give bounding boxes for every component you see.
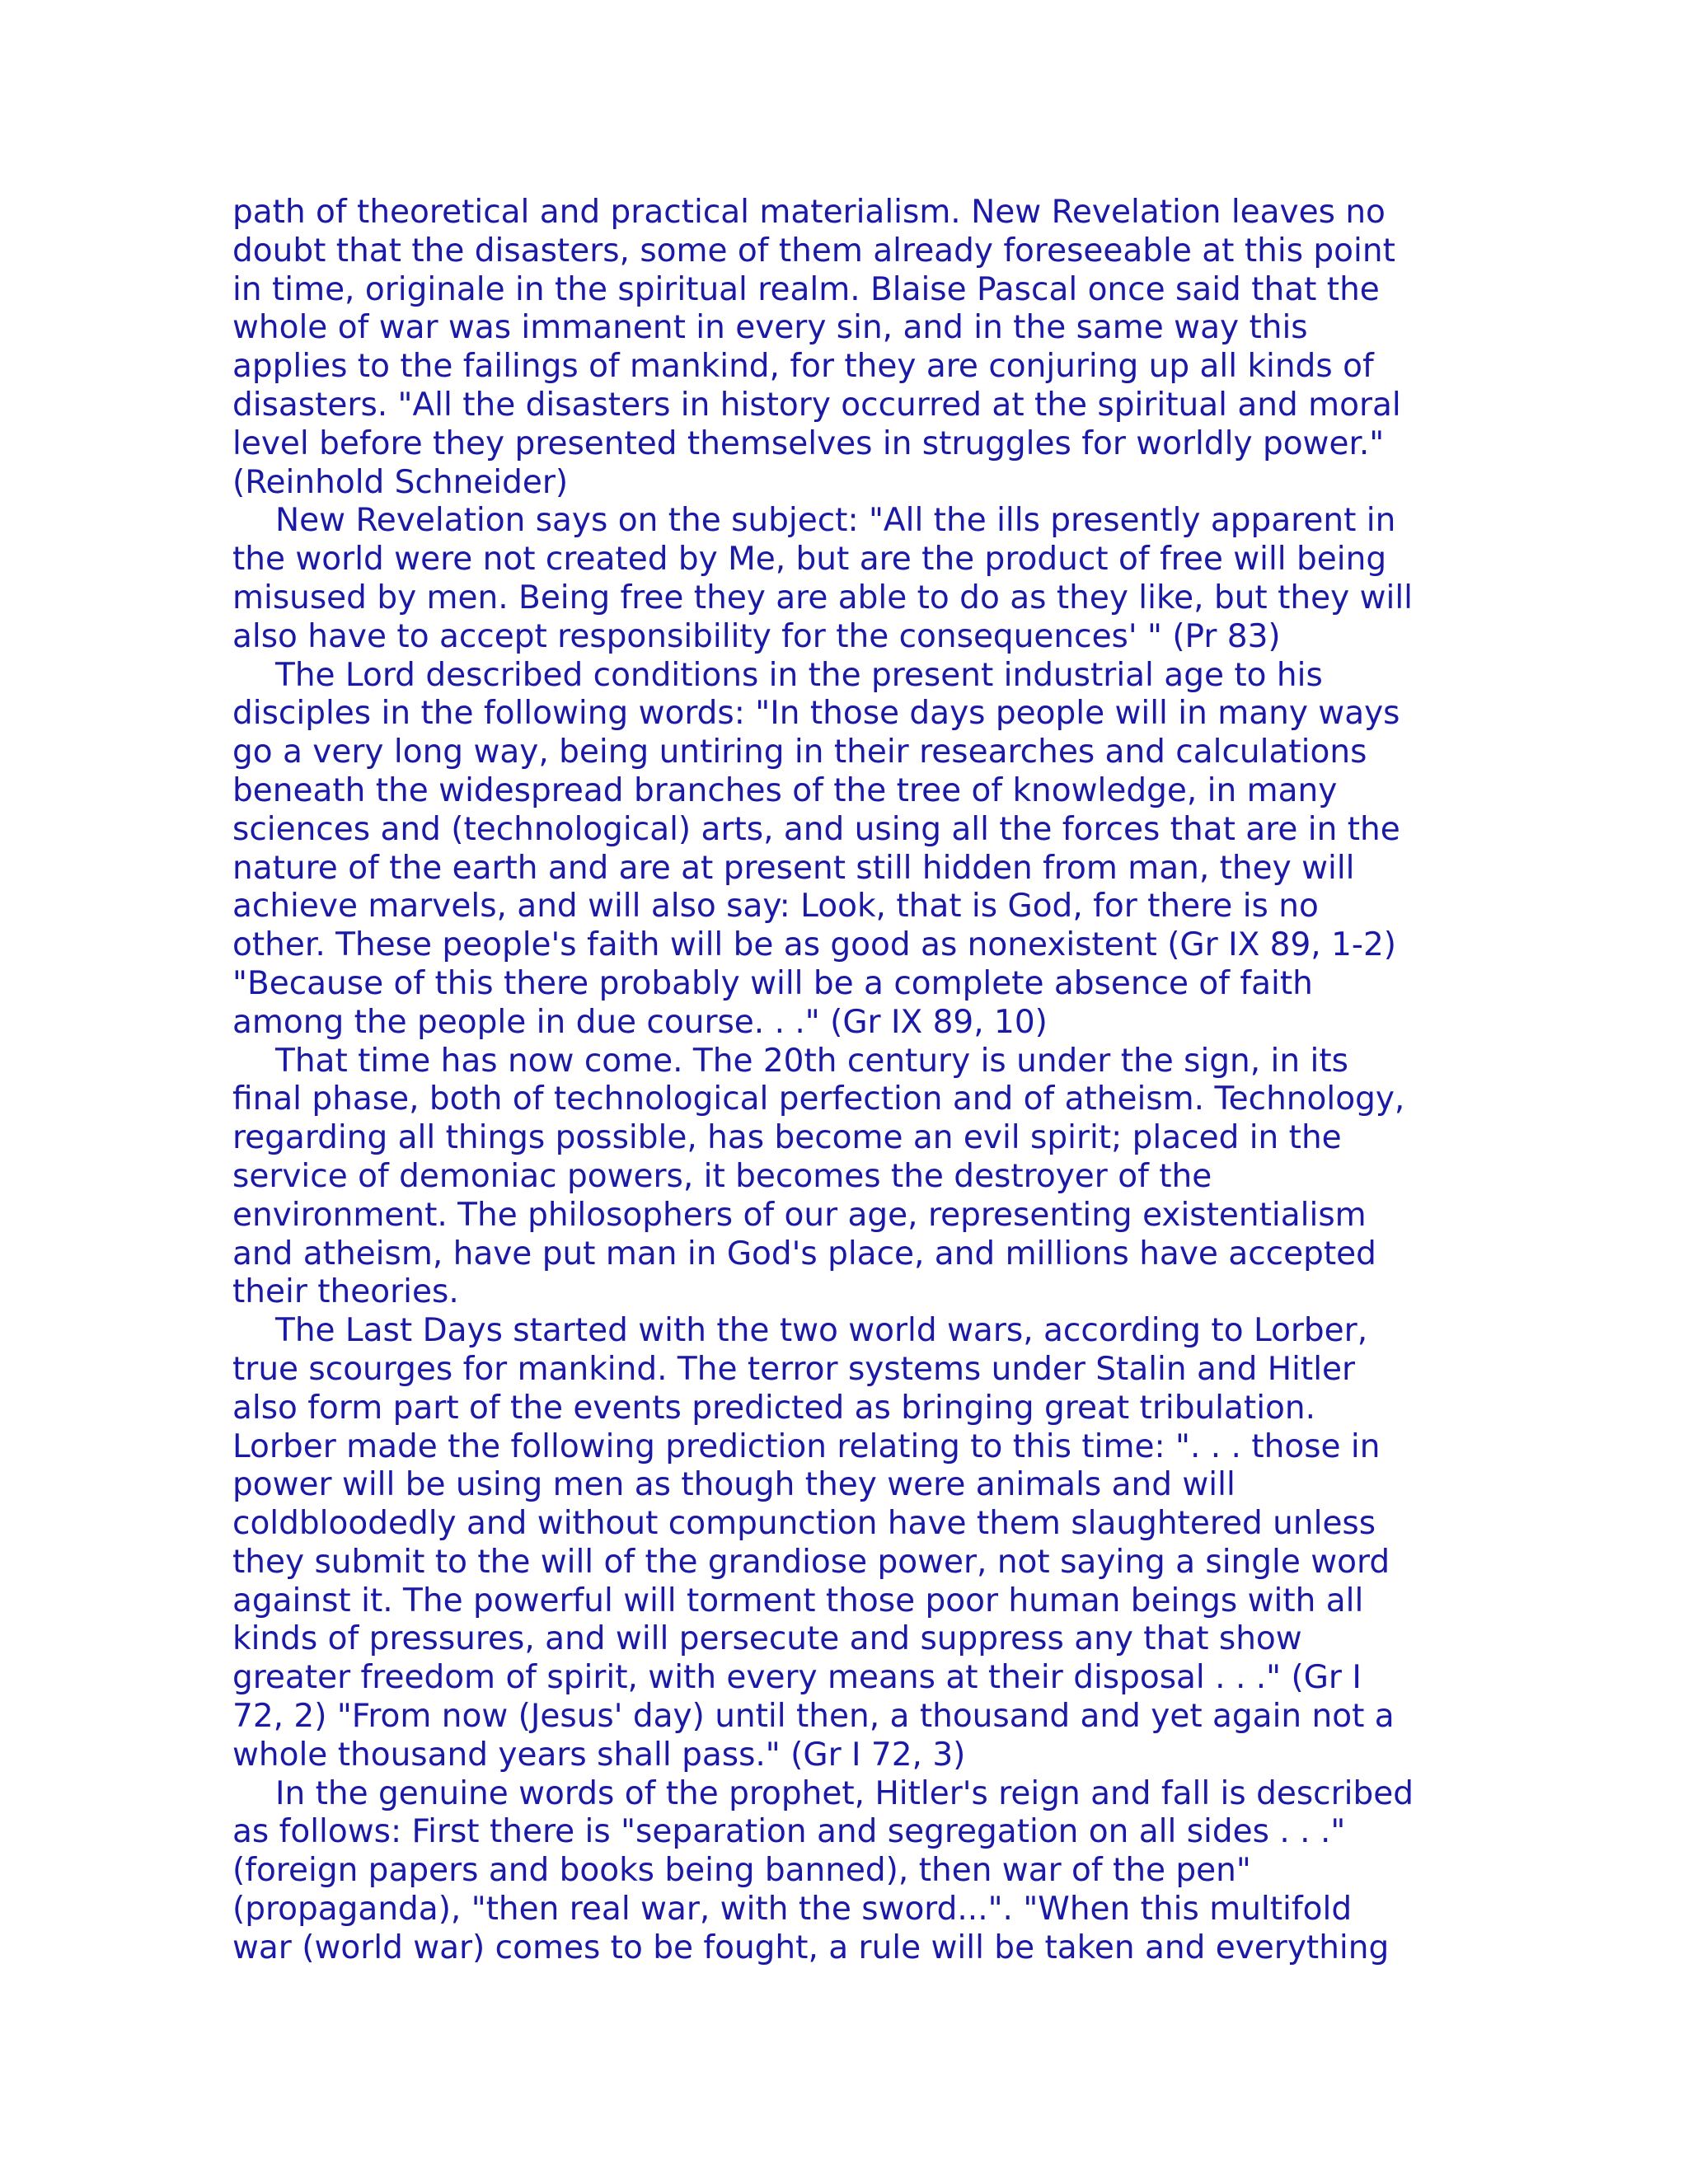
text-line: whole of war was immanent in every sin, and in the same way this	[232, 309, 1308, 347]
text-line: "Because of this there probably will be a complete absence of faith	[232, 964, 1313, 1002]
text-line: (foreign papers and books being banned), then war of the pen"	[232, 1852, 1251, 1890]
paragraph-first-line: That time has now come. The 20th century is under the sign, in its	[275, 1042, 1348, 1080]
text-line: Lorber made the following prediction relating to this time: ". . . those in	[232, 1427, 1381, 1465]
text-line: service of demoniac powers, it becomes the destroyer of the	[232, 1157, 1212, 1195]
text-line: whole thousand years shall pass." (Gr I 72, 3)	[232, 1736, 966, 1774]
text-line: coldbloodedly and without compunction have them slaughtered unless	[232, 1505, 1376, 1543]
paragraph-first-line: The Lord described conditions in the present industrial age to his	[275, 656, 1323, 694]
text-line: other. These people's faith will be as good as nonexistent (Gr IX 89, 1-2)	[232, 926, 1397, 964]
text-line: sciences and (technological) arts, and using all the forces that are in the	[232, 810, 1400, 848]
text-line: 72, 2) "From now (Jesus' day) until then, a thousand and yet again not a	[232, 1698, 1395, 1736]
text-line: path of theoretical and practical materialism. New Revelation leaves no	[232, 194, 1386, 231]
text-line: greater freedom of spirit, with every means at their disposal . . ." (Gr I	[232, 1659, 1362, 1697]
text-line: misused by men. Being free they are able to do as they like, but they will	[232, 579, 1413, 616]
text-line: in time, originale in the spiritual realm. Blaise Pascal once said that the	[232, 270, 1380, 308]
text-line: beneath the widespread branches of the tree of knowledge, in many	[232, 771, 1338, 809]
text-line: also have to accept responsibility for the consequences' " (Pr 83)	[232, 617, 1281, 655]
text-line: their theories.	[232, 1273, 459, 1311]
text-line: go a very long way, being untiring in their researches and calculations	[232, 733, 1367, 771]
paragraph-first-line: In the genuine words of the prophet, Hitler's reign and fall is described	[275, 1774, 1414, 1812]
text-line: they submit to the will of the grandiose power, not saying a single word	[232, 1543, 1390, 1581]
paragraph-first-line: New Revelation says on the subject: "All the ills presently apparent in	[275, 502, 1396, 540]
text-line: doubt that the disasters, some of them already foreseeable at this point	[232, 232, 1395, 269]
body-text	[232, 194, 1452, 1968]
text-line: regarding all things possible, has become an evil spirit; placed in the	[232, 1119, 1342, 1157]
text-line: also form part of the events predicted as bringing great tribulation.	[232, 1389, 1316, 1427]
text-line: the world were not created by Me, but are the product of free will being	[232, 541, 1387, 579]
paragraph-first-line: The Last Days started with the two world wars, according to Lorber,	[275, 1312, 1368, 1350]
text-line: nature of the earth and are at present still hidden from man, they will	[232, 849, 1355, 887]
text-line: disasters. "All the disasters in history occurred at the spiritual and moral	[232, 386, 1401, 424]
text-line: applies to the failings of mankind, for they are conjuring up all kinds of	[232, 348, 1374, 386]
text-line: environment. The philosophers of our age, representing existentialism	[232, 1196, 1367, 1234]
text-line: among the people in due course. . ." (Gr IX 89, 10)	[232, 1003, 1048, 1041]
text-line: and atheism, have put man in God's place, and millions have accepted	[232, 1235, 1376, 1272]
text-line: level before they presented themselves in struggles for worldly power."	[232, 424, 1385, 462]
text-line: true scourges for mankind. The terror systems under Stalin and Hitler	[232, 1350, 1356, 1388]
text-line: (Reinhold Schneider)	[232, 463, 569, 501]
text-line: war (world war) comes to be fought, a rule will be taken and everything	[232, 1929, 1390, 1966]
text-line: as follows: First there is "separation and segregation on all sides . . ."	[232, 1813, 1346, 1851]
text-line: final phase, both of technological perfection and of atheism. Technology,	[232, 1080, 1405, 1118]
text-line: against it. The powerful will torment those poor human beings with all	[232, 1582, 1364, 1619]
text-line: power will be using men as though they were animals and will	[232, 1466, 1236, 1504]
text-line: achieve marvels, and will also say: Look, that is God, for there is no	[232, 888, 1319, 926]
text-line: kinds of pressures, and will persecute and suppress any that show	[232, 1620, 1302, 1658]
text-line: (propaganda), "then real war, with the sword...". "When this multifold	[232, 1891, 1353, 1929]
text-line: disciples in the following words: "In those days people will in many ways	[232, 695, 1400, 733]
